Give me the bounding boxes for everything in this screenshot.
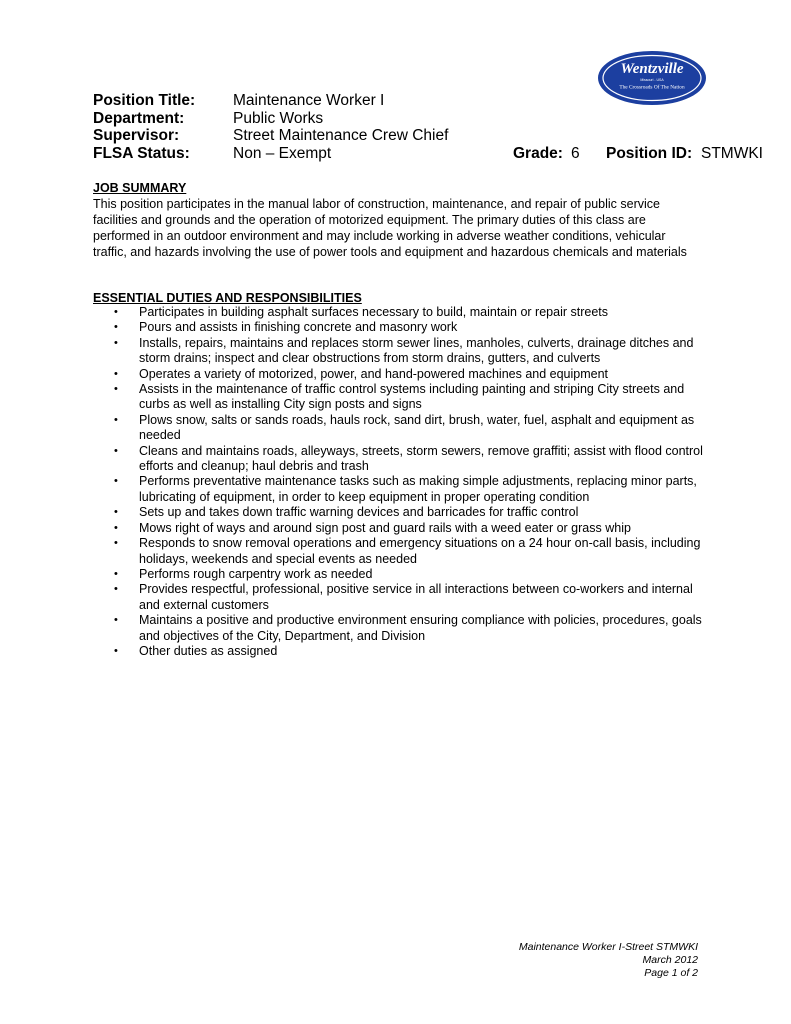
logo-tagline: The Crossroads Of The Nation xyxy=(619,84,685,91)
duty-list-item xyxy=(112,474,707,505)
position-id-value: STMWKI xyxy=(701,144,763,162)
duty-list-item xyxy=(112,536,707,567)
job-summary-text: This position participates in the manual labor of construction, maintenance, and repair of public service facilities and grounds and the operation of motorized equipment. The primary duties of this class are performed in an outdoor environment and may include working in adverse weather conditions, vehicular traffic, and hazards involving the use of power tools and equipment and hazardous chemicals and materials xyxy=(93,197,687,259)
logo-small-text: Missouri - USA xyxy=(640,78,664,82)
duty-text: Maintains a positive and productive environment ensuring compliance with policies, procedures, goals and objectives of the City, Department, and Division xyxy=(139,613,702,643)
duties-heading: ESSENTIAL DUTIES AND RESPONSIBILITIES xyxy=(93,291,362,305)
bullet-icon: • xyxy=(114,367,118,380)
supervisor-label: Supervisor: xyxy=(93,127,180,145)
bullet-icon: • xyxy=(114,644,118,657)
duty-list-item xyxy=(112,413,707,444)
duty-list-item xyxy=(112,521,707,536)
department-row xyxy=(93,110,713,128)
duty-list-item xyxy=(112,582,707,613)
duty-list-item xyxy=(112,320,707,335)
footer-date: March 2012 xyxy=(642,954,698,966)
bullet-icon: • xyxy=(114,583,118,596)
flsa-row xyxy=(93,144,763,163)
duty-list-item xyxy=(112,444,707,475)
duty-list-item xyxy=(112,505,707,520)
bullet-icon: • xyxy=(114,336,118,349)
footer-doc-name: Maintenance Worker I-Street STMWKI xyxy=(518,941,698,953)
logo-name: Wentzville xyxy=(620,61,684,77)
duty-list-item xyxy=(112,567,707,582)
page-footer xyxy=(519,941,698,980)
duty-list-item xyxy=(112,305,707,320)
duty-list-item xyxy=(112,644,707,659)
duty-list-item xyxy=(112,613,707,644)
grade-value: 6 xyxy=(571,144,580,162)
duty-text: Mows right of ways and around sign post and guard rails with a weed eater or grass whip xyxy=(139,520,631,535)
duty-text: Performs rough carpentry work as needed xyxy=(139,566,373,581)
duty-text: Cleans and maintains roads, alleyways, streets, storm sewers, remove graffiti; assist with flood control efforts and cleanup; haul debris and trash xyxy=(139,443,703,474)
bullet-icon: • xyxy=(114,475,118,488)
department-label: Department: xyxy=(93,109,185,127)
job-summary-heading: JOB SUMMARY xyxy=(93,181,187,195)
bullet-icon: • xyxy=(114,506,118,519)
bullet-icon: • xyxy=(114,306,118,318)
bullet-icon: • xyxy=(114,444,118,457)
position-title-label: Position Title: xyxy=(93,92,196,109)
duty-text: Assists in the maintenance of traffic control systems including painting and striping City streets and curbs as well as installing City sign posts and signs xyxy=(139,382,685,412)
bullet-icon: • xyxy=(114,521,118,534)
duty-text: Responds to snow removal operations and emergency situations on a 24 hour on-call basis, including holidays, weekends and special events as needed xyxy=(139,536,701,566)
duties-list xyxy=(112,305,707,659)
bullet-icon: • xyxy=(114,321,118,334)
flsa-label: FLSA Status: xyxy=(93,144,190,162)
duty-list-item xyxy=(112,367,707,382)
department-value: Public Works xyxy=(233,109,324,127)
bullet-icon: • xyxy=(114,383,118,396)
bullet-icon: • xyxy=(114,567,118,580)
duty-text: Performs preventative maintenance tasks such as making simple adjustments, replacing minor parts, lubricating of equipment, in order to keep equipment in proper operating condition xyxy=(139,474,697,504)
duty-text: Other duties as assigned xyxy=(139,643,278,658)
duty-text: Provides respectful, professional, positive service in all interactions between co-workers and internal and external customers xyxy=(139,582,693,612)
position-header xyxy=(93,92,763,162)
flsa-value: Non – Exempt xyxy=(233,144,332,162)
duty-text: Operates a variety of motorized, power, and hand-powered machines and equipment xyxy=(139,366,609,381)
supervisor-value: Street Maintenance Crew Chief xyxy=(233,127,449,145)
supervisor-row xyxy=(93,127,713,145)
duty-list-item xyxy=(112,336,707,367)
bullet-icon: • xyxy=(114,614,118,627)
bullet-icon: • xyxy=(114,413,118,426)
position-id-label: Position ID: xyxy=(606,144,693,162)
duty-text: Participates in building asphalt surfaces necessary to build, maintain or repair streets xyxy=(139,305,608,319)
grade-label: Grade: xyxy=(513,144,563,162)
position-title-value: Maintenance Worker I xyxy=(233,92,385,109)
duty-text: Installs, repairs, maintains and replaces storm sewer lines, manholes, culverts, drainage ditches and storm drains; inspect and clear obstructions from storm drains, gutters, and culverts xyxy=(139,335,694,366)
footer-page-number: Page 1 of 2 xyxy=(644,967,698,979)
duty-text: Pours and assists in finishing concrete and masonry work xyxy=(139,320,458,335)
duty-list-item xyxy=(112,382,707,413)
position-title-row xyxy=(93,92,713,110)
bullet-icon: • xyxy=(114,537,118,550)
duty-text: Sets up and takes down traffic warning devices and barricades for traffic control xyxy=(139,505,579,520)
duty-text: Plows snow, salts or sands roads, hauls rock, sand dirt, brush, water, fuel, asphalt and equipment as needed xyxy=(139,412,695,443)
